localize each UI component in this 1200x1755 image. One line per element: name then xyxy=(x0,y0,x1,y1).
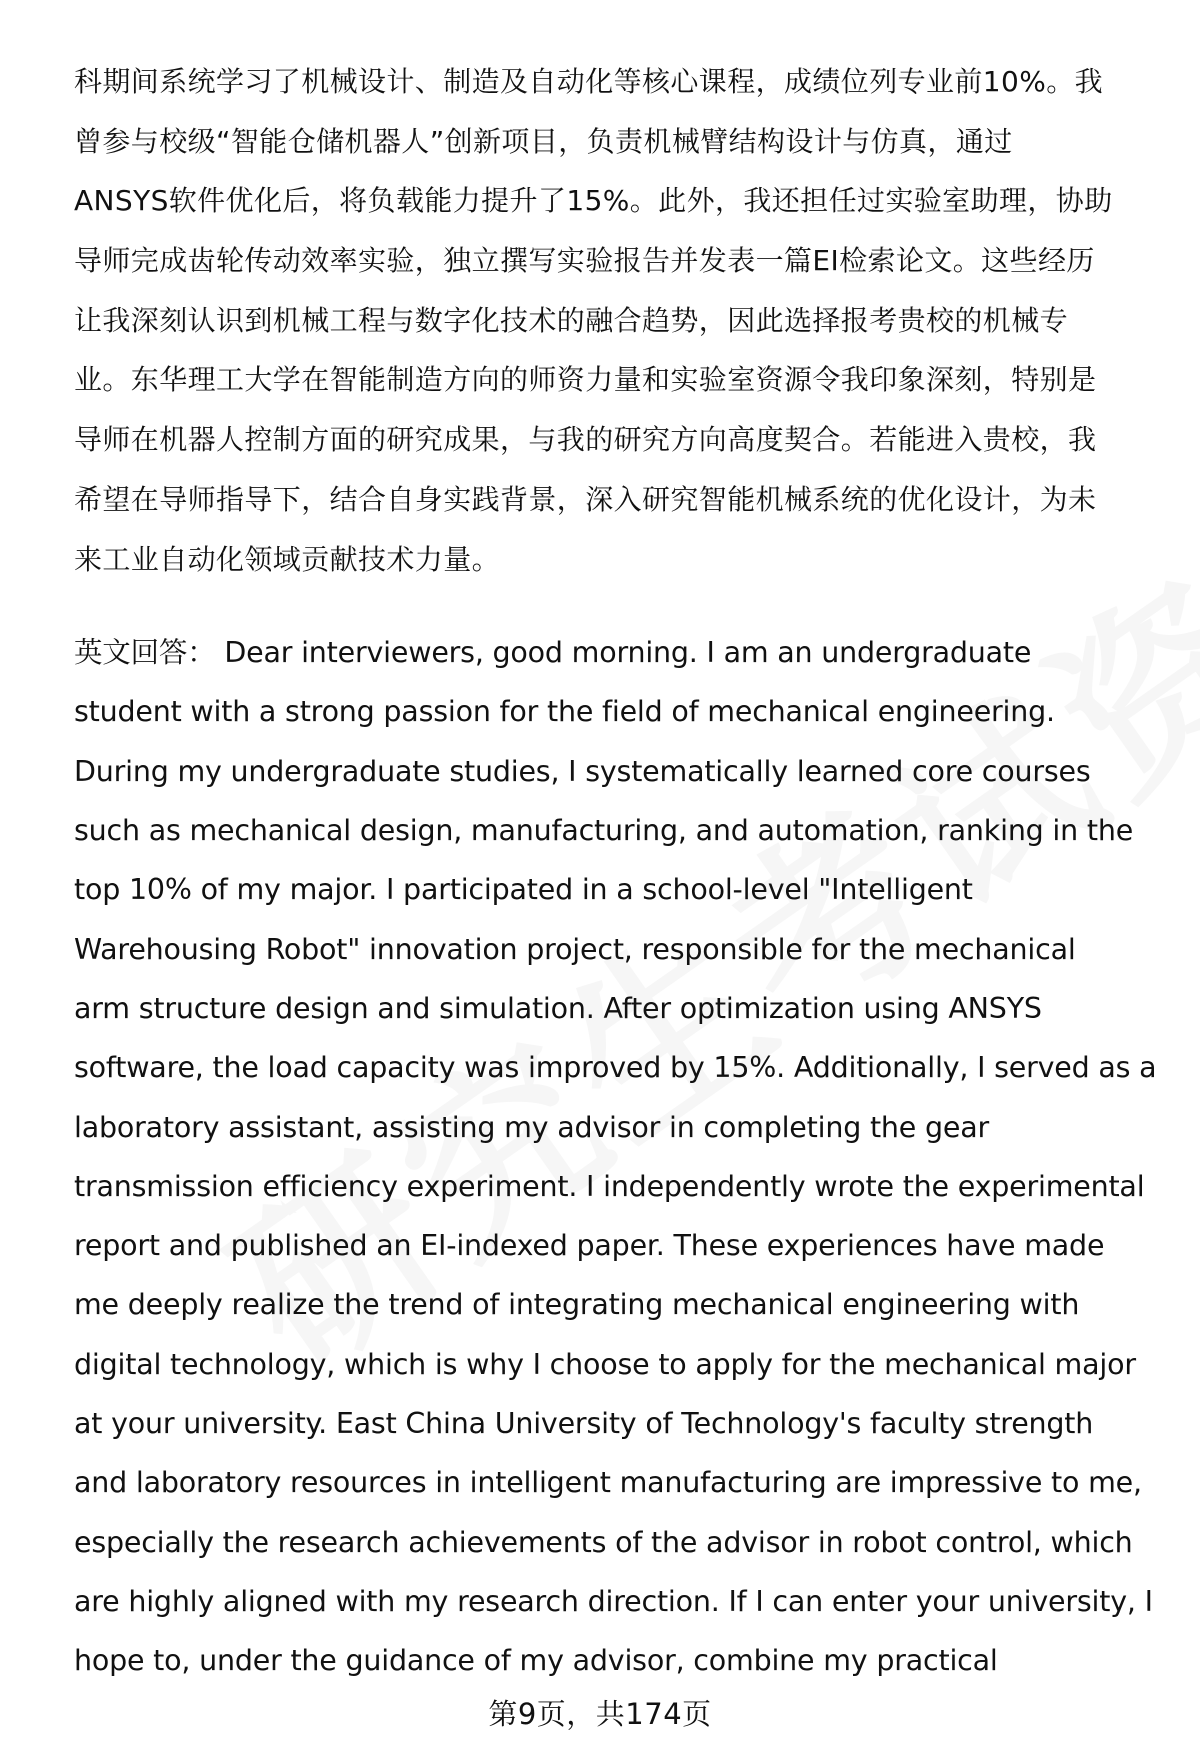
text-line: Warehousing Robot" innovation project, responsible for the mechanical xyxy=(74,932,1076,966)
text-line: arm structure design and simulation. After optimization using ANSYS xyxy=(74,991,1042,1025)
text-line: 希望在导师指导下，结合自身实践背景，深入研究智能机械系统的优化设计，为未 xyxy=(74,482,1097,516)
text-line: laboratory assistant, assisting my advisor in completing the gear xyxy=(74,1110,989,1144)
document-body xyxy=(74,52,1160,1691)
text-line: transmission efficiency experiment. I independently wrote the experimental xyxy=(74,1169,1145,1203)
text-line: 英文回答： Dear interviewers, good morning. I am an undergraduate xyxy=(74,636,1032,670)
text-line: are highly aligned with my research direction. If I can enter your university, I xyxy=(74,1584,1153,1618)
text-line: especially the research achievements of the advisor in robot control, which xyxy=(74,1525,1133,1559)
text-line: such as mechanical design, manufacturing, and automation, ranking in the xyxy=(74,814,1134,848)
text-line: 让我深刻认识到机械工程与数字化技术的融合趋势，因此选择报考贵校的机械专 xyxy=(74,303,1069,337)
text-line: 业。东华理工大学在智能制造方向的师资力量和实验室资源令我印象深刻，特别是 xyxy=(74,363,1097,397)
text-line: software, the load capacity was improved by 15%. Additionally, I served as a xyxy=(74,1051,1157,1085)
text-line: 曾参与校级“智能仓储机器人”创新项目，负责机械臂结构设计与仿真，通过 xyxy=(74,124,1013,158)
text-line: and laboratory resources in intelligent manufacturing are impressive to me, xyxy=(74,1466,1142,1500)
english-paragraph xyxy=(74,623,1160,1690)
text-line: student with a strong passion for the field of mechanical engineering. xyxy=(74,695,1055,729)
text-line: 来工业自动化领域贡献技术力量。 xyxy=(74,542,501,576)
text-line: 导师在机器人控制方面的研究成果，与我的研究方向高度契合。若能进入贵校，我 xyxy=(74,423,1097,457)
page-footer: 第9页，共174页 xyxy=(488,1697,712,1731)
text-line: me deeply realize the trend of integrating mechanical engineering with xyxy=(74,1288,1080,1322)
text-line: 科期间系统学习了机械设计、制造及自动化等核心课程，成绩位列专业前10%。我 xyxy=(74,65,1104,98)
text-line: top 10% of my major. I participated in a school-level "Intelligent xyxy=(74,873,973,907)
text-line: During my undergraduate studies, I systematically learned core courses xyxy=(74,754,1091,788)
text-line: 导师完成齿轮传动效率实验，独立撰写实验报告并发表一篇EI检索论文。这些经历 xyxy=(74,244,1095,278)
text-line: ANSYS软件优化后，将负载能力提升了15%。此外，我还担任过实验室助理，协助 xyxy=(74,184,1113,218)
text-line: at your university. East China University of Technology's faculty strength xyxy=(74,1407,1094,1441)
text-line: digital technology, which is why I choose to apply for the mechanical major xyxy=(74,1347,1136,1381)
chinese-paragraph xyxy=(74,52,1160,589)
text-line: report and published an EI-indexed paper. These experiences have made xyxy=(74,1229,1105,1263)
text-line: hope to, under the guidance of my advisor, combine my practical xyxy=(74,1644,998,1678)
